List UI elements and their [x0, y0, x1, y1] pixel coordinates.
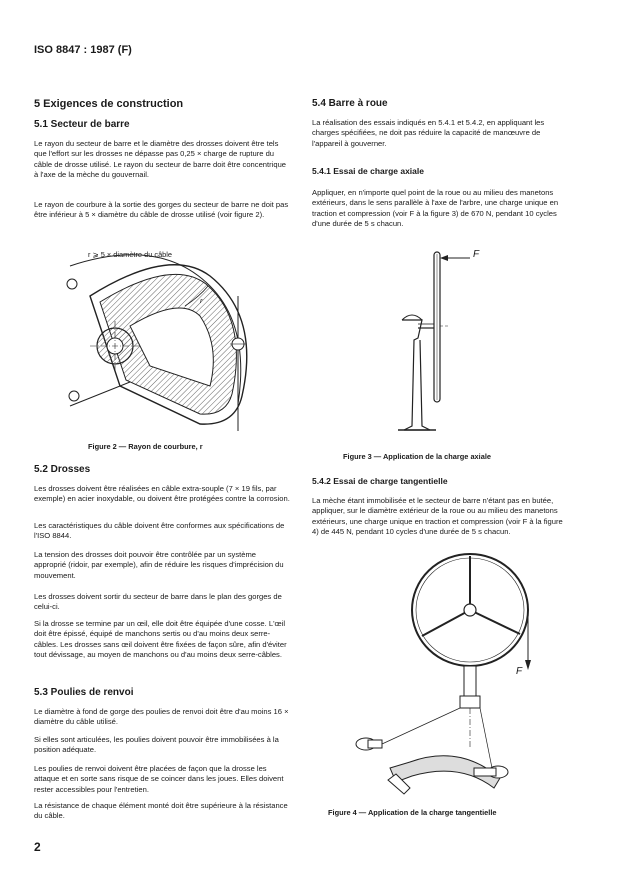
section-5-4-2-paragraph-1: La mèche étant immobilisée et le secteur de barre n'étant pas en butée, appliquer, sur le diamètre extérieur de la roue ou au milieu des manetons extérieurs, une charge unique en traction et compression (voir F à la figure 4) de 445 N, pendant 10 cycles d'une durée de 5 s chacun.: [312, 496, 563, 536]
figure-2-radius-label: r ⩾ 5 × diamètre du câble: [88, 250, 173, 259]
figure-2-caption: Figure 2 — Rayon de courbure, r: [88, 442, 203, 451]
figure-2-drawing: [60, 256, 280, 436]
figure-4-drawing: [350, 548, 550, 806]
section-5-2-paragraph-1: Les drosses doivent être réalisées en câble extra-souple (7 × 19 fils, par exemple) en acier inoxydable, ou doivent être protégées contre la corrosion.: [34, 484, 290, 504]
figure-4-force-label: F: [516, 666, 523, 677]
figure-4-caption: Figure 4 — Application de la charge tangentielle: [328, 808, 497, 817]
section-5-3-paragraph-1: Le diamètre à fond de gorge des poulies de renvoi doit être d'au moins 16 × diamètre du câble utilisé.: [34, 707, 289, 727]
section-5-2-paragraph-2: Les caractéristiques du câble doivent être conformes aux spécifications de l'ISO 8844.: [34, 521, 285, 541]
section-5-2-paragraph-4: Les drosses doivent sortir du secteur de barre dans le plan des gorges de celui-ci.: [34, 592, 282, 612]
section-5-4-1-paragraph-1: Appliquer, en n'importe quel point de la roue ou au milieu des manetons extérieurs, dans le sens parallèle à l'axe de l'arbre, une charge unique en traction et compression (voir F à la figure 3) de 670 N, pendant 10 cycles d'une durée de 5 s chacun.: [312, 188, 559, 228]
figure-3-caption: Figure 3 — Application de la charge axiale: [343, 452, 491, 461]
section-5-4-2-title: 5.4.2 Essai de charge tangentielle: [312, 476, 448, 486]
section-5-3-paragraph-2: Si elles sont articulées, les poulies doivent pouvoir être immobilisées à la position adéquate.: [34, 735, 279, 755]
section-5-4-1-title: 5.4.1 Essai de charge axiale: [312, 166, 424, 176]
section-5-2-paragraph-5: Si la drosse se termine par un œil, elle doit être équipée d'une cosse. L'œil doit être épissé, équipé de manchons sertis ou d'au moins deux serre-câbles. Les drosses sans œil doivent être fixées de façon sûre, afin d'éviter tout dévissage, au moyen de manchons ou d'au moins deux serre-câbles.: [34, 619, 287, 659]
section-5-4-paragraph-1: La réalisation des essais indiqués en 5.4.1 et 5.4.2, en appliquant les charges spécifiées, ne doit pas réduire la capacité de manœuvre de l'appareil à gouverner.: [312, 118, 545, 148]
section-5-1-paragraph-1: Le rayon du secteur de barre et le diamètre des drosses doivent être tels que l'effort sur les drosses ne dépasse pas 0,25 × charge de rupture du câble de drosse utilisé. Le rayon du secteur de barre doit être concentrique à l'axe de la mèche du gouvernail.: [34, 139, 287, 179]
standard-header: ISO 8847 : 1987 (F): [34, 44, 132, 56]
section-5-title: 5 Exigences de construction: [34, 98, 184, 110]
figure-3-drawing: [392, 248, 482, 438]
section-5-1-title: 5.1 Secteur de barre: [34, 119, 130, 130]
figure-3-force-label: F: [473, 249, 480, 260]
figure-2-r-label: r: [200, 296, 203, 305]
section-5-2-title: 5.2 Drosses: [34, 464, 91, 475]
section-5-2-paragraph-3: La tension des drosses doit pouvoir être contrôlée par un système approprié (ridoir, par exemple), afin de réduire les risques d'imprécision du mouvement.: [34, 550, 284, 580]
section-5-3-title: 5.3 Poulies de renvoi: [34, 687, 134, 698]
page-number: 2: [34, 840, 41, 854]
section-5-4-title: 5.4 Barre à roue: [312, 98, 388, 109]
section-5-3-paragraph-4: La résistance de chaque élément monté doit être supérieure à la résistance du câble.: [34, 801, 288, 821]
section-5-3-paragraph-3: Les poulies de renvoi doivent être placées de façon que la drosse les attaque et en sorte sans risque de se coincer dans les joues. Elles doivent rester accessibles pour l'entretien.: [34, 764, 284, 794]
section-5-1-paragraph-2: Le rayon de courbure à la sortie des gorges du secteur de barre ne doit pas être inférieur à 5 × diamètre du câble de drosse utilisé (voir figure 2).: [34, 200, 289, 220]
